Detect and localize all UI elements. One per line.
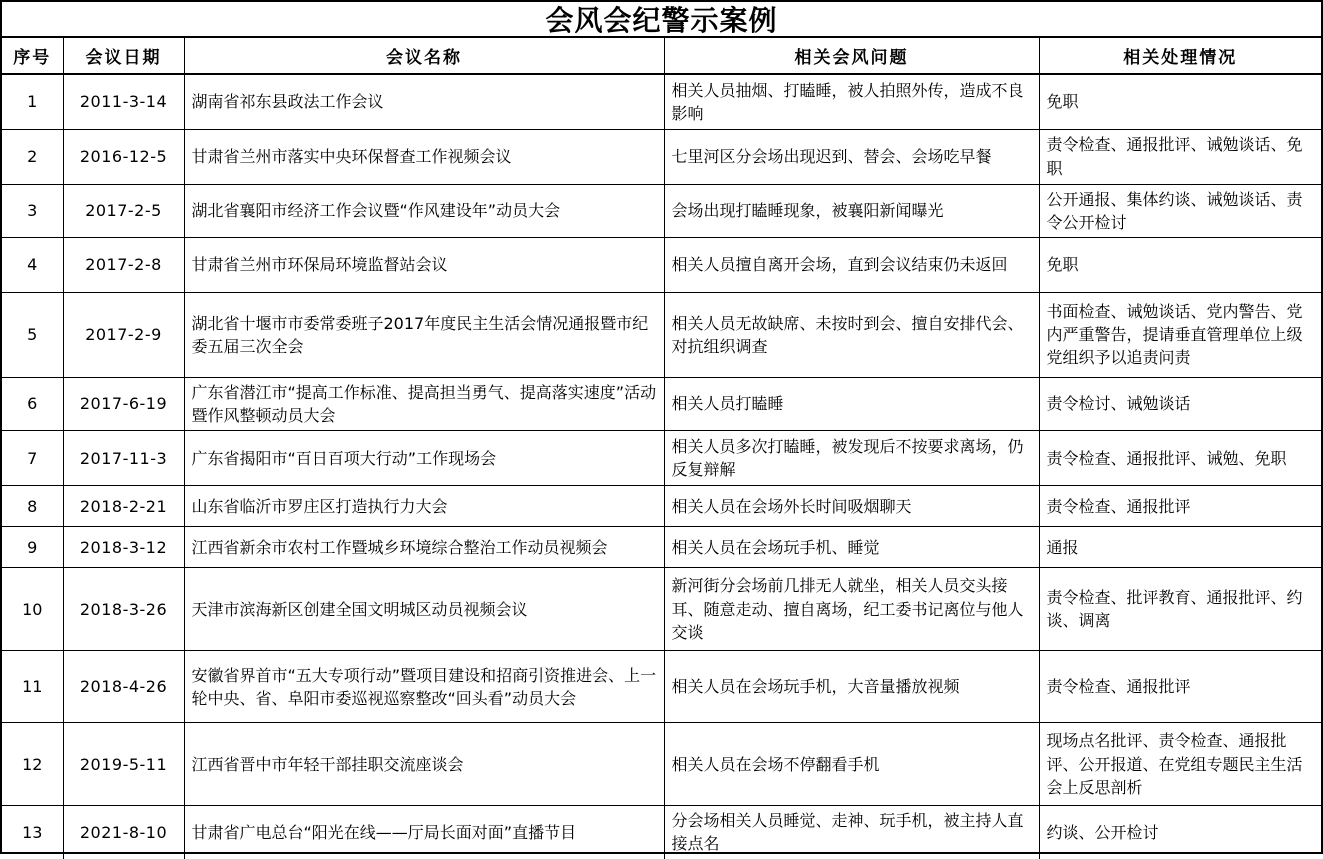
cell-no: 9 <box>2 527 63 568</box>
cell-action: 免职 <box>1039 74 1321 129</box>
cell-issue: 相关人员擅自离开会场，直到会议结束仍未返回 <box>664 237 1039 292</box>
cell-no: 6 <box>2 377 63 430</box>
cell-name: 湖北省十堰市市委常委班子2017年度民主生活会情况通报暨市纪委五届三次全会 <box>184 292 664 377</box>
cell-name: 甘肃省兰州市落实中央环保督查工作视频会议 <box>184 129 664 184</box>
cell-issue: 相关人员打瞌睡 <box>664 377 1039 430</box>
column-header-date: 会议日期 <box>63 38 184 74</box>
cell-date: 2018-4-26 <box>63 651 184 723</box>
cell-action: 通报 <box>1039 527 1321 568</box>
header-row <box>2 38 1321 74</box>
cell-action: 免职 <box>1039 237 1321 292</box>
cell-date: 2018-3-12 <box>63 527 184 568</box>
cell-name: 江西省晋中市年轻干部挂职交流座谈会 <box>184 723 664 806</box>
table-row <box>2 431 1321 486</box>
cell-action: 公开通报、集体约谈、诫勉谈话、责令公开检讨 <box>1039 184 1321 237</box>
table-row <box>2 377 1321 430</box>
cell-action: 责令检查、批评教育、通报批评、约谈、调离 <box>1039 568 1321 651</box>
cell-no: 1 <box>2 74 63 129</box>
cell-action: 约谈、公开检讨 <box>1039 806 1321 859</box>
column-header-no: 序号 <box>2 38 63 74</box>
table-row <box>2 651 1321 723</box>
cell-no: 3 <box>2 184 63 237</box>
cell-no: 13 <box>2 806 63 859</box>
cell-name: 湖南省祁东县政法工作会议 <box>184 74 664 129</box>
cell-no: 12 <box>2 723 63 806</box>
cell-no: 4 <box>2 237 63 292</box>
cell-action: 责令检查、通报批评、诫勉、免职 <box>1039 431 1321 486</box>
cell-name: 甘肃省广电总台“阳光在线——厅局长面对面”直播节目 <box>184 806 664 859</box>
table-row <box>2 237 1321 292</box>
table-row <box>2 723 1321 806</box>
cell-name: 安徽省界首市“五大专项行动”暨项目建设和招商引资推进会、上一轮中央、省、阜阳市委巡视巡察整改“回头看”动员大会 <box>184 651 664 723</box>
table-row <box>2 527 1321 568</box>
cell-issue: 相关人员多次打瞌睡，被发现后不按要求离场，仍反复辩解 <box>664 431 1039 486</box>
cell-issue: 相关人员在会场不停翻看手机 <box>664 723 1039 806</box>
cell-no: 7 <box>2 431 63 486</box>
cell-name: 江西省新余市农村工作暨城乡环境综合整治工作动员视频会 <box>184 527 664 568</box>
cell-issue: 相关人员在会场外长时间吸烟聊天 <box>664 486 1039 527</box>
table-row <box>2 806 1321 859</box>
cell-date: 2017-11-3 <box>63 431 184 486</box>
cell-action: 书面检查、诫勉谈话、党内警告、党内严重警告，提请垂直管理单位上级党组织予以追责问责 <box>1039 292 1321 377</box>
cell-no: 8 <box>2 486 63 527</box>
cell-issue: 相关人员无故缺席、未按时到会、擅自安排代会、对抗组织调查 <box>664 292 1039 377</box>
table-row <box>2 129 1321 184</box>
column-header-name: 会议名称 <box>184 38 664 74</box>
cell-action: 现场点名批评、责令检查、通报批评、公开报道、在党组专题民主生活会上反思剖析 <box>1039 723 1321 806</box>
cell-no: 11 <box>2 651 63 723</box>
cell-date: 2017-2-9 <box>63 292 184 377</box>
cell-no: 2 <box>2 129 63 184</box>
page-title: 会风会纪警示案例 <box>2 2 1321 38</box>
cell-date: 2018-2-21 <box>63 486 184 527</box>
cell-issue: 分会场相关人员睡觉、走神、玩手机，被主持人直接点名 <box>664 806 1039 859</box>
cell-issue: 新河街分会场前几排无人就坐，相关人员交头接耳、随意走动、擅自离场，纪工委书记离位与他人交谈 <box>664 568 1039 651</box>
cell-date: 2017-2-8 <box>63 237 184 292</box>
column-header-action: 相关处理情况 <box>1039 38 1321 74</box>
cell-issue: 七里河区分会场出现迟到、替会、会场吃早餐 <box>664 129 1039 184</box>
cell-issue: 相关人员抽烟、打瞌睡，被人拍照外传，造成不良影响 <box>664 74 1039 129</box>
cell-date: 2021-8-10 <box>63 806 184 859</box>
cell-name: 天津市滨海新区创建全国文明城区动员视频会议 <box>184 568 664 651</box>
cell-name: 广东省潜江市“提高工作标准、提高担当勇气、提高落实速度”活动暨作风整顿动员大会 <box>184 377 664 430</box>
cell-action: 责令检查、通报批评 <box>1039 486 1321 527</box>
cell-name: 甘肃省兰州市环保局环境监督站会议 <box>184 237 664 292</box>
cell-no: 10 <box>2 568 63 651</box>
cell-action: 责令检查、通报批评 <box>1039 651 1321 723</box>
cell-issue: 会场出现打瞌睡现象，被襄阳新闻曝光 <box>664 184 1039 237</box>
table-row <box>2 184 1321 237</box>
column-header-issue: 相关会风问题 <box>664 38 1039 74</box>
cell-date: 2018-3-26 <box>63 568 184 651</box>
cell-name: 广东省揭阳市“百日百项大行动”工作现场会 <box>184 431 664 486</box>
cases-table <box>2 38 1321 859</box>
cell-issue: 相关人员在会场玩手机、睡觉 <box>664 527 1039 568</box>
cell-no: 5 <box>2 292 63 377</box>
cell-action: 责令检查、通报批评、诫勉谈话、免职 <box>1039 129 1321 184</box>
cell-date: 2017-6-19 <box>63 377 184 430</box>
table-row <box>2 568 1321 651</box>
cell-action: 责令检讨、诫勉谈话 <box>1039 377 1321 430</box>
table-row <box>2 486 1321 527</box>
table-row <box>2 74 1321 129</box>
cell-date: 2019-5-11 <box>63 723 184 806</box>
cell-date: 2016-12-5 <box>63 129 184 184</box>
cell-date: 2011-3-14 <box>63 74 184 129</box>
cell-date: 2017-2-5 <box>63 184 184 237</box>
cell-issue: 相关人员在会场玩手机，大音量播放视频 <box>664 651 1039 723</box>
cell-name: 湖北省襄阳市经济工作会议暨“作风建设年”动员大会 <box>184 184 664 237</box>
cell-name: 山东省临沂市罗庄区打造执行力大会 <box>184 486 664 527</box>
table-row <box>2 292 1321 377</box>
